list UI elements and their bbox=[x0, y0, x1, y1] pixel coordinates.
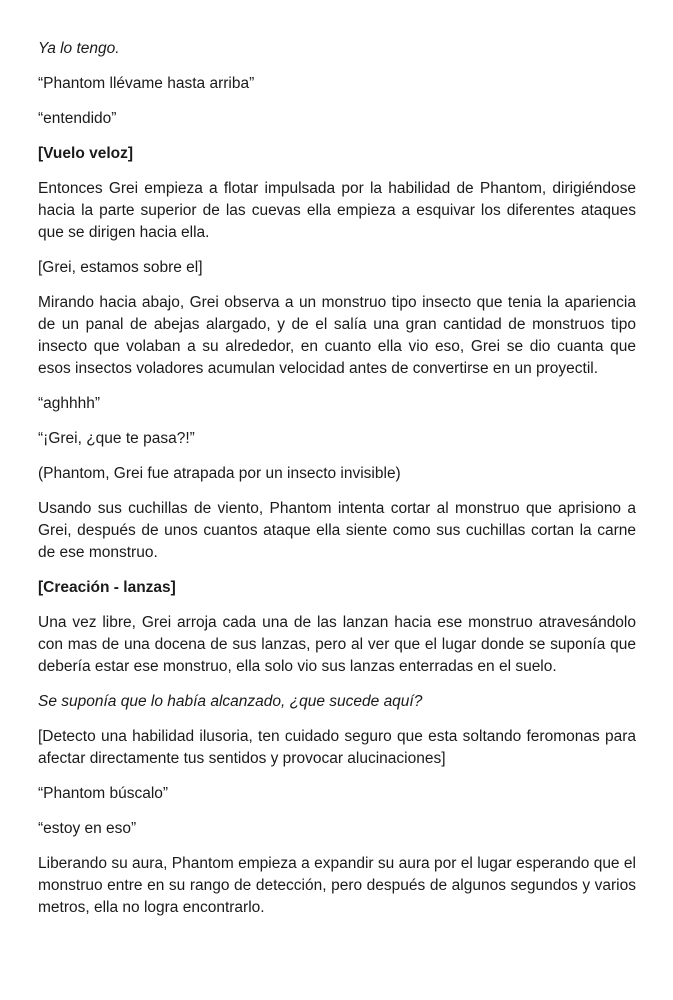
paragraph-skill-heading: [Creación - lanzas] bbox=[38, 579, 176, 596]
document-page bbox=[38, 38, 636, 932]
paragraph-dialogue: “aghhhh” bbox=[38, 395, 101, 412]
paragraph-system-message: [Grei, estamos sobre el] bbox=[38, 259, 203, 276]
paragraph-thought: Se suponía que lo había alcanzado, ¿que sucede aquí? bbox=[38, 693, 423, 710]
paragraph-dialogue: “¡Grei, ¿que te pasa?!” bbox=[38, 430, 195, 447]
paragraph-system-message: [Detecto una habilidad ilusoria, ten cuidado seguro que esta soltando feromonas para afectar directamente tus sentidos y provocar alucinaciones] bbox=[38, 728, 636, 767]
paragraph-skill-heading: [Vuelo veloz] bbox=[38, 145, 134, 162]
paragraph-narration: Entonces Grei empieza a flotar impulsada por la habilidad de Phantom, dirigiéndose hacia la parte superior de las cuevas ella empieza a esquivar los diferentes ataques que se dirigen hacia ella. bbox=[38, 180, 636, 241]
paragraph-system-message: (Phantom, Grei fue atrapada por un insecto invisible) bbox=[38, 465, 401, 482]
paragraph-narration: Mirando hacia abajo, Grei observa a un monstruo tipo insecto que tenia la apariencia de un panal de abejas alargado, y de el salía una gran cantidad de monstruos tipo insecto que volaban a su alrededor, en cuanto ella vio eso, Grei se dio cuanta que esos insectos voladores acumulan velocidad antes de convertirse en un proyectil. bbox=[38, 294, 636, 377]
paragraph-narration: Una vez libre, Grei arroja cada una de las lanzan hacia ese monstruo atravesándolo con mas de una docena de sus lanzas, pero al ver que el lugar donde se suponía que debería estar ese monstruo, ella solo vio sus lanzas enterradas en el suelo. bbox=[38, 614, 636, 675]
paragraph-dialogue: “Phantom búscalo” bbox=[38, 785, 169, 802]
paragraph-dialogue: “estoy en eso” bbox=[38, 820, 137, 837]
paragraph-dialogue: “Phantom llévame hasta arriba” bbox=[38, 75, 255, 92]
paragraph-narration: Liberando su aura, Phantom empieza a expandir su aura por el lugar esperando que el monstruo entre en su rango de detección, pero después de algunos segundos y varios metros, ella no logra encontrarlo. bbox=[38, 855, 636, 916]
paragraph-narration: Usando sus cuchillas de viento, Phantom intenta cortar al monstruo que aprisiono a Grei, después de unos cuantos ataque ella siente como sus cuchillas cortan la carne de ese monstruo. bbox=[38, 500, 636, 561]
paragraph-dialogue: “entendido” bbox=[38, 110, 117, 127]
paragraph-thought: Ya lo tengo. bbox=[38, 40, 120, 57]
